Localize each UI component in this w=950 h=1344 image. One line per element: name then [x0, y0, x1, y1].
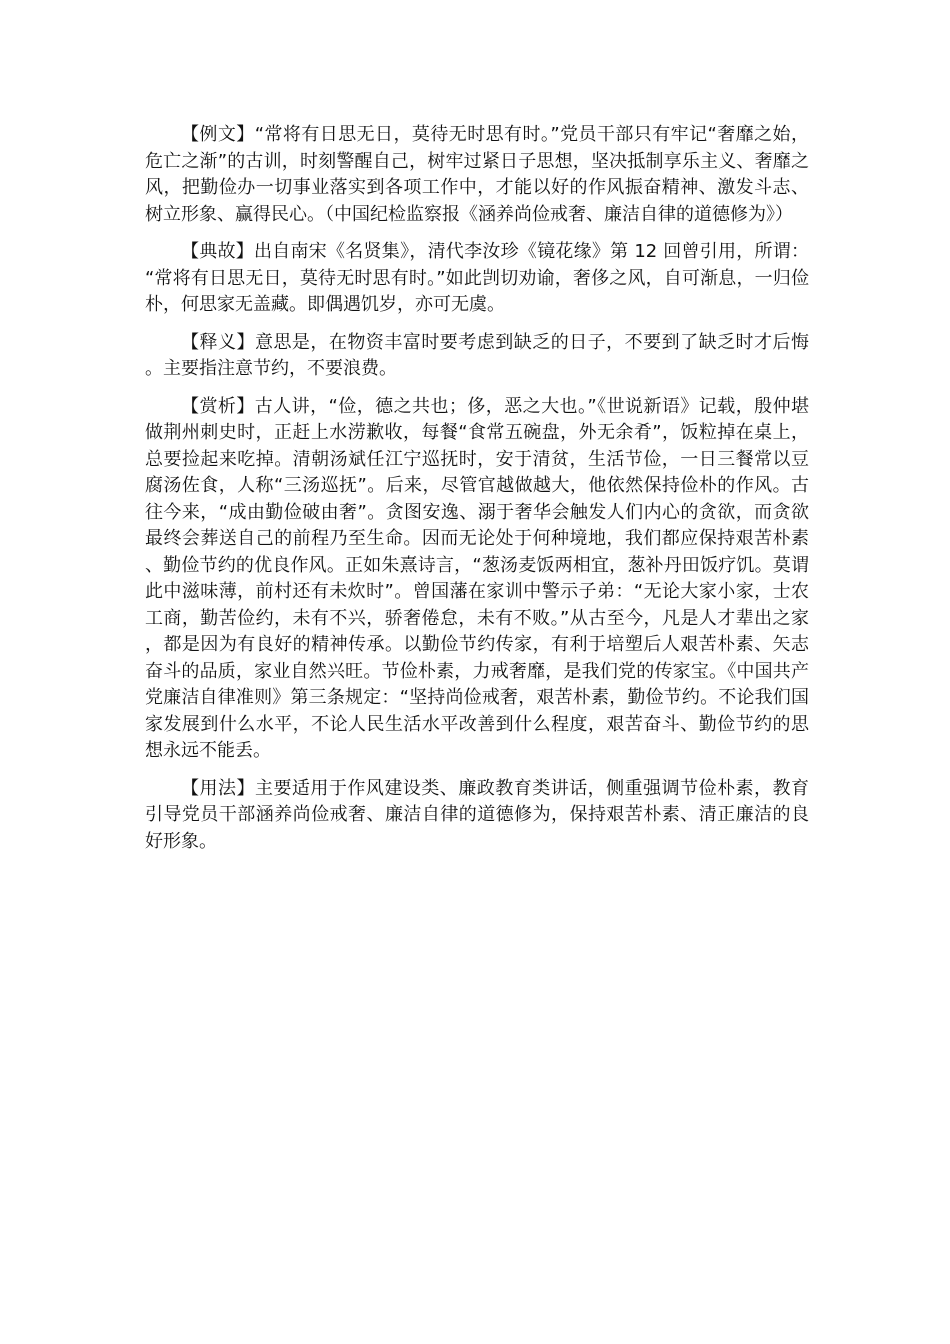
section-label-example: 【例文】: [181, 124, 255, 145]
section-text-allusion: 出自南宋《名贤集》，清代李汝珍《镜花缘》第 12 回曾引用，所谓：“常将有日思无日，莫待无时思有时。”如此剀切劝谕，奢侈之风，自可渐息，一归俭朴，何思家无盖藏。即偶遇饥岁，亦可无虞。: [145, 241, 809, 315]
section-label-usage: 【用法】: [181, 777, 255, 799]
section-text-usage: 主要适用于作风建设类、廉政教育类讲话，侧重强调节俭朴素，教育引导党员干部涵养尚俭戒奢、廉洁自律的道德修为，保持艰苦朴素、清正廉洁的良好形象。: [145, 777, 810, 852]
paragraph-allusion: [145, 239, 809, 319]
document-body: [145, 122, 809, 866]
section-label-allusion: 【典故】: [181, 241, 255, 262]
paragraph-usage: [145, 776, 809, 856]
paragraph-appreciation: [145, 394, 809, 765]
section-label-appreciation: 【赏析】: [181, 395, 255, 417]
section-text-meaning: 意思是，在物资丰富时要考虑到缺乏的日子，不要到了缺乏时才后悔。主要指注意节约，不要浪费。: [145, 331, 810, 379]
section-text-example: “常将有日思无日，莫待无时思有时。”党员干部只有牢记“奢靡之始，危亡之渐”的古训，时刻警醒自己，树牢过紧日子思想，坚决抵制享乐主义、奢靡之风，把勤俭办一切事业落实到各项工作中，才能以好的作风振奋精神、激发斗志、树立形象、赢得民心。（中国纪检监察报《涵养尚俭戒奢、廉洁自律的道德修为》）: [145, 124, 809, 225]
paragraph-meaning: [145, 330, 809, 383]
section-label-meaning: 【释义】: [181, 331, 255, 353]
section-text-appreciation: 古人讲，“俭，德之共也；侈，恶之大也。”《世说新语》记载，殷仲堪做荆州刺史时，正赶上水涝歉收，每餐“食常五碗盘，外无余肴”，饭粒掉在桌上，总要捡起来吃掉。清朝汤斌任江宁巡抚时，安于清贫，生活节俭，一日三餐常以豆腐汤佐食，人称“三汤巡抚”。后来，尽管官越做越大，他依然保持俭朴的作风。古往今来，“成由勤俭破由奢”。贪图安逸、溺于奢华会触发人们内心的贪欲，而贪欲最终会葬送自己的前程乃至生命。因而无论处于何种境地，我们都应保持艰苦朴素、勤俭节约的优良作风。正如朱熹诗言，“葱汤麦饭两相宜，葱补丹田饭疗饥。莫谓此中滋味薄，前村还有未炊时”。曾国藩在家训中警示子弟：“无论大家小家，士农工商，勤苦俭约，未有不兴，骄奢倦怠，未有不败。”从古至今，凡是人才辈出之家，都是因为有良好的精神传承。以勤俭节约传家，有利于培塑后人艰苦朴素、矢志奋斗的品质，家业自然兴旺。节俭朴素，力戒奢靡，是我们党的传家宝。《中国共产党廉洁自律准则》第三条规定：“坚持尚俭戒奢，艰苦朴素，勤俭节约。不论我们国家发展到什么水平，不论人民生活水平改善到什么程度，艰苦奋斗、勤俭节约的思想永远不能丢。: [145, 395, 810, 761]
paragraph-example: [145, 122, 809, 228]
